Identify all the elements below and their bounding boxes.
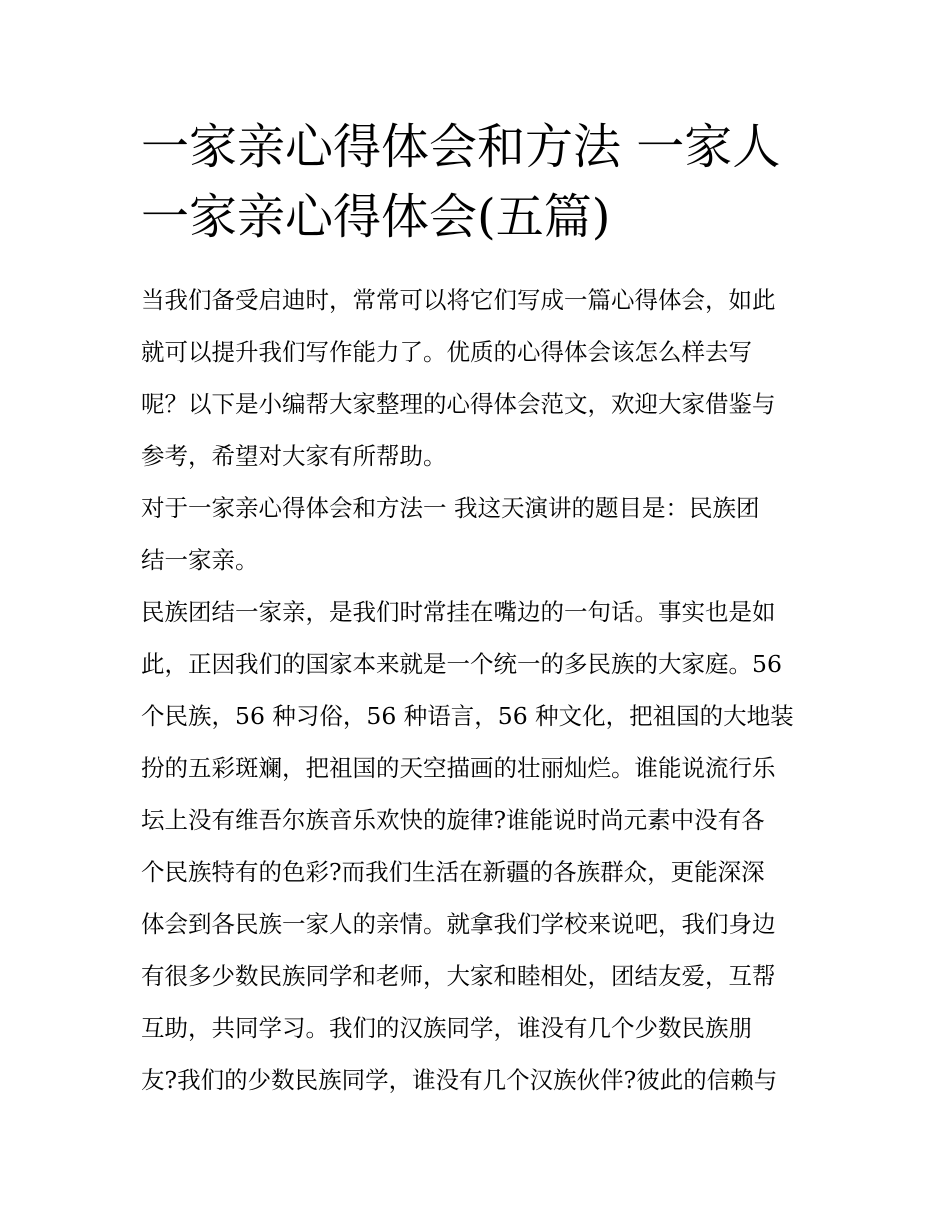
- document-content: [141, 112, 813, 1106]
- paragraph-line: 结一家亲。: [141, 546, 259, 574]
- title-line: 一家亲心得体会(五篇): [141, 189, 611, 245]
- paragraph-line: 个民族特有的色彩?而我们生活在新疆的各族群众，更能深深: [141, 858, 765, 886]
- paragraph-line: 参考，希望对大家有所帮助。: [141, 442, 447, 470]
- paragraph-line: 对于一家亲心得体会和方法一 我这天演讲的题目是：民族团: [141, 494, 760, 522]
- document-title: [141, 112, 813, 252]
- paragraph-line: 当我们备受启迪时，常常可以将它们写成一篇心得体会，如此: [141, 286, 776, 314]
- paragraph-line: 呢？以下是小编帮大家整理的心得体会范文，欢迎大家借鉴与: [141, 390, 776, 418]
- paragraph-line: 有很多少数民族同学和老师，大家和睦相处，团结友爱，互帮: [141, 962, 776, 990]
- paragraph-line: 互助，共同学习。我们的汉族同学，谁没有几个少数民族朋: [141, 1014, 752, 1042]
- body-paragraph: [141, 586, 813, 1106]
- paragraph-line: 坛上没有维吾尔族音乐欢快的旋律?谁能说时尚元素中没有各: [141, 806, 765, 834]
- paragraph-line: 友?我们的少数民族同学，谁没有几个汉族伙伴?彼此的信赖与: [141, 1066, 778, 1094]
- speech-topic-paragraph: [141, 482, 813, 586]
- paragraph-line: 民族团结一家亲，是我们时常挂在嘴边的一句话。事实也是如: [141, 598, 776, 626]
- title-line: 一家亲心得体会和方法 一家人: [141, 119, 781, 175]
- paragraph-line: 就可以提升我们写作能力了。优质的心得体会该怎么样去写: [141, 338, 752, 366]
- paragraph-line: 体会到各民族一家人的亲情。就拿我们学校来说吧，我们身边: [141, 910, 776, 938]
- paragraph-line: 个民族，56 种习俗，56 种语言，56 种文化，把祖国的大地装: [141, 702, 794, 730]
- paragraph-line: 扮的五彩斑斓，把祖国的天空描画的壮丽灿烂。谁能说流行乐: [141, 754, 776, 782]
- intro-paragraph: [141, 274, 813, 482]
- paragraph-line: 此，正因我们的国家本来就是一个统一的多民族的大家庭。56: [141, 650, 782, 678]
